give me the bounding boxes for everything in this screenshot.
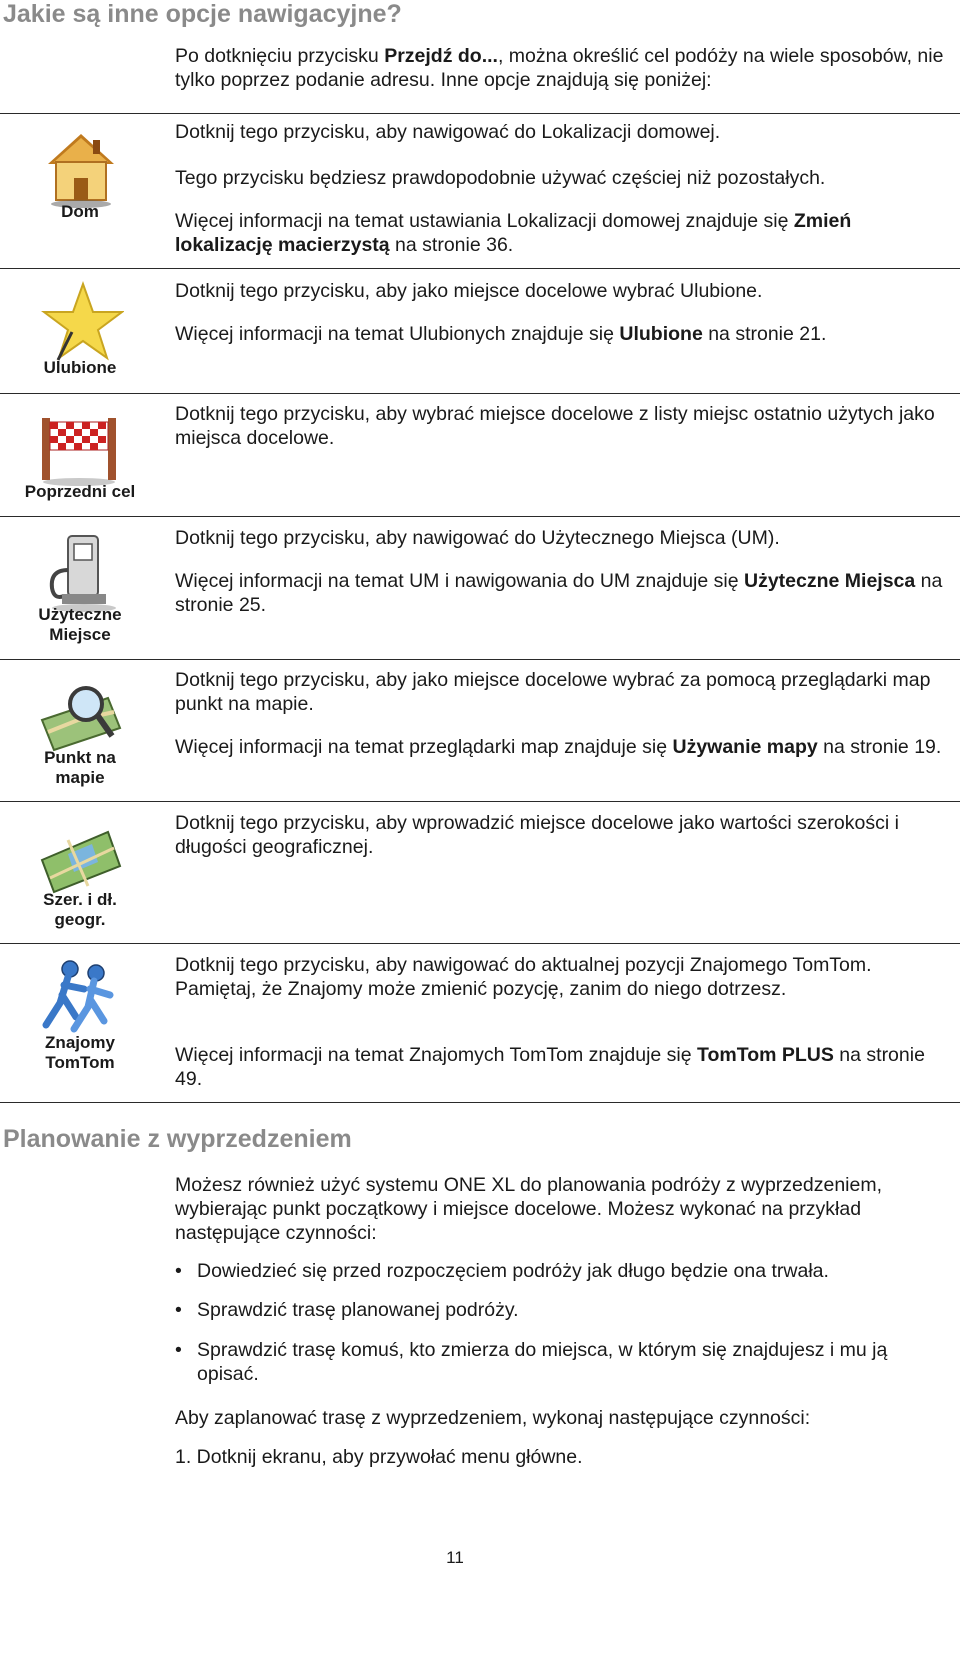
section-heading: Jakie są inne opcje nawigacyjne? — [3, 0, 402, 28]
row-label: Ulubione — [43, 358, 117, 377]
row-label: Znajomy TomTom — [45, 1033, 115, 1072]
bullet-item: • Sprawdzić trasę planowanej podróży. — [175, 1299, 519, 1321]
row-text: Dotknij tego przycisku, aby wprowadzić miejsce docelowe jako wartości szerokości i długości geograficznej. — [175, 812, 899, 858]
divider — [0, 268, 960, 269]
row-reference: Więcej informacji na temat Znajomych TomTom znajduje się TomTom PLUS na stronie 49. — [175, 1044, 925, 1090]
row-text: Dotknij tego przycisku, aby nawigować do Lokalizacji domowej. — [175, 121, 721, 143]
row-text: Dotknij tego przycisku, aby wybrać miejsce docelowe z listy miejsc ostatnio użytych jako miejsca docelowe. — [175, 403, 935, 449]
row-text: Dotknij tego przycisku, aby nawigować do aktualnej pozycji Znajomego TomTom. Pamiętaj, że Znajomy może zmienić pozycję, zanim do niego dotrzesz. — [175, 954, 872, 1000]
steps-intro: Aby zaplanować trasę z wyprzedzeniem, wykonaj następujące czynności: — [175, 1407, 811, 1429]
divider — [0, 801, 960, 802]
row-text: Tego przycisku będziesz prawdopodobnie używać częściej niż pozostałych. — [175, 167, 826, 189]
row-label: Dom — [61, 202, 99, 221]
fuel-pump-icon[interactable] — [38, 530, 124, 616]
divider — [0, 943, 960, 944]
divider — [0, 516, 960, 517]
buddies-icon[interactable] — [38, 955, 124, 1041]
divider — [0, 113, 960, 114]
row-label: Szer. i dł. geogr. — [43, 890, 117, 929]
bullet-icon: • — [175, 1339, 182, 1361]
house-icon[interactable] — [38, 126, 124, 212]
bullet-item: • Dowiedzieć się przed rozpoczęciem podróży jak długo będzie ona trwała. — [175, 1260, 829, 1282]
intro-paragraph: Po dotknięciu przycisku Przejdź do..., można określić cel podóży na wiele sposobów, nie tylko poprzez podanie adresu. Inne opcje znajdują się poniżej: — [175, 45, 944, 91]
row-text: Dotknij tego przycisku, aby jako miejsce docelowe wybrać Ulubione. — [175, 280, 763, 302]
row-reference: Więcej informacji na temat UM i nawigowania do UM znajduje się Użyteczne Miejsca na stronie 25. — [175, 570, 943, 616]
divider — [0, 393, 960, 394]
divider — [0, 659, 960, 660]
star-icon[interactable] — [38, 280, 124, 366]
row-reference: Więcej informacji na temat ustawiania Lokalizacji domowej znajduje się Zmień lokalizację macierzystą na stronie 36. — [175, 210, 852, 256]
row-text: Dotknij tego przycisku, aby nawigować do Użytecznego Miejsca (UM). — [175, 527, 780, 549]
row-reference: Więcej informacji na temat Ulubionych znajduje się Ulubione na stronie 21. — [175, 323, 827, 345]
section-heading: Planowanie z wyprzedzeniem — [3, 1125, 352, 1153]
bullet-icon: • — [175, 1260, 182, 1282]
bullet-icon: • — [175, 1299, 182, 1321]
divider — [0, 1102, 960, 1103]
step-item: 1. Dotknij ekranu, aby przywołać menu główne. — [175, 1446, 583, 1468]
row-reference: Więcej informacji na temat przeglądarki map znajduje się Używanie mapy na stronie 19. — [175, 736, 942, 758]
page-number: 11 — [446, 1548, 464, 1567]
row-label: Poprzedni cel — [24, 482, 136, 501]
planning-intro: Możesz również użyć systemu ONE XL do planowania podróży z wyprzedzeniem, wybierając punkt początkowy i miejsce docelowe. Możesz wykonać na przykład następujące czynności: — [175, 1174, 882, 1244]
row-text: Dotknij tego przycisku, aby jako miejsce docelowe wybrać za pomocą przeglądarki map punkt na mapie. — [175, 669, 931, 715]
bullet-item: • Sprawdzić trasę komuś, kto zmierza do miejsca, w którym się znajdujesz i mu ją opisać. — [175, 1339, 888, 1385]
row-label: Użyteczne Miejsce — [38, 605, 122, 644]
row-label: Punkt na mapie — [44, 748, 116, 787]
